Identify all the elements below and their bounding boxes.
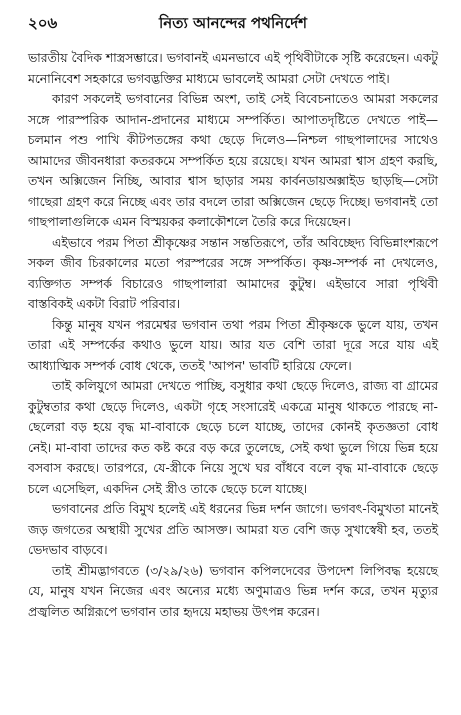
paragraph: ভগবানের প্রতি বিমুখ হলেই এই ধরনের ভিন্ন দর্শন জাগে। ভগবৎ-বিমুখতা মানেই জড় জগতের অস্থায়ী সুখের প্রতি আসক্ত। আমরা যত বেশি জড় সুখাস্বেষী হব, ততই ভেদভাব বাড়বে। bbox=[28, 502, 438, 557]
paragraph: তাই শ্রীমদ্ভাগবতে (৩/২৯/২৬) ভগবান কপিলদেবের উপদেশ লিপিবদ্ধ হয়েছে যে, মানুষ যখন নিজের এবং অন্যের মধ্যে অণুমাত্রও ভিন্ন দর্শন করে, তখন মৃত্যুর প্রজ্বলিত অগ্নিরূপে ভগবান তার হৃদয়ে মহাভয় উৎপন্ন করেন। bbox=[28, 563, 438, 619]
page-number: ২০৬ bbox=[28, 14, 58, 32]
paragraph: তাই কলিযুগে আমরা দেখতে পাচ্ছি, বসুধার কথা ছেড়ে দিলেও, রাজ্য বা গ্রামের কুটুম্বতার কথা ছেড়ে দিলেও, একটা গৃহে সংসারেই একত্রে মানুষ থাকতে পারছে না-ছেলেরা বড় হয়ে বৃদ্ধ মা-বাবাকে ছেড়ে চলে যাচ্ছে, তাদের কোনই কৃতজ্ঞতা বোধ নেই। মা-বাবা তাদের কত কষ্ট করে বড় করে তুলেছে, সেই কথা ভুলে গিয়ে ভিন্ন হয়ে বসবাস করছে। তারপরে, যে-স্ত্রীকে নিয়ে সুখে ঘর বাঁধবে বলে বৃদ্ধ মা-বাবাকে ছেড়ে চলে এসেছিল, একদিন সেই স্ত্রীও তাকে ছেড়ে চলে যাচ্ছে। bbox=[28, 379, 438, 496]
paragraph: কিন্তু মানুষ যখন পরমেশ্বর ভগবান তথা পরম পিতা শ্রীকৃষ্ণকে ভুলে যায়, তখন তারা এই সম্পর্কের কথাও ভুলে যায়। আর যত বেশি তারা দূরে সরে যায় এই আধ্যাত্মিক সম্পর্ক বোধ থেকে, ততই 'আপন' ভাবটি হারিয়ে ফেলে। bbox=[28, 317, 438, 373]
paragraph: ভারতীয় বৈদিক শাস্ত্রসম্ভারে। ভগবানই এমনভাবে এই পৃথিবীটাকে সৃষ্টি করেছেন। একটু মনোনিবেশ সহকারে ভগবদ্ভক্তির মাধ্যমে ভাবলেই আমরা সেটা দেখতে পাই। bbox=[28, 51, 438, 86]
page-header bbox=[28, 10, 438, 36]
paragraph: এইভাবে পরম পিতা শ্রীকৃষ্ণের সন্তান সন্ততিরূপে, তাঁর অবিচ্ছেদ্য বিভিন্নাংশরূপে সকল জীব চিরকালের মতো পরস্পরের সঙ্গে সম্পর্কিত। কৃষ্ণ-সম্পর্ক না দেখলেও, ব্যক্তিগত সম্পর্ক বিচারেও গাছপালারা আমাদের কুটুম্ব। এইভাবে সারা পৃথিবী বাস্তবিকই একটা বিরাট পরিবার। bbox=[28, 235, 438, 311]
book-page bbox=[28, 10, 438, 710]
running-title: নিত্য আনন্দের পথনির্দেশ bbox=[159, 14, 307, 32]
paragraph: কারণ সকলেই ভগবানের বিভিন্ন অংশ, তাই সেই বিবেচনাতেও আমরা সকলের সঙ্গে পারস্পরিক আদান-প্রদানের মাধ্যমে সম্পর্কিত। আপাতদৃষ্টিতে দেখতে পাই—চলমান পশু পাখি কীটপতঙ্গের কথা ছেড়ে দিলেও—নিশ্চল গাছপালাদের সাথেও আমাদের জীবনধারা কতরকমে সম্পর্কিত হয়ে রয়েছে। যখন আমরা শ্বাস গ্রহণ করছি, তখন অক্সিজেন নিচ্ছি, আবার শ্বাস ছাড়ার সময় কার্বনডায়অক্সাইড ছাড়ছি—সেটা গাছেরা গ্রহণ করে নিচ্ছে এবং তার বদলে তারা অক্সিজেন ছেড়ে দিচ্ছে। ভগবানই তো গাছপালাগুলিকে এমন বিস্ময়কর কলাকৌশলে তৈরি করে দিয়েছেন। bbox=[28, 92, 438, 229]
body-text bbox=[28, 48, 438, 622]
